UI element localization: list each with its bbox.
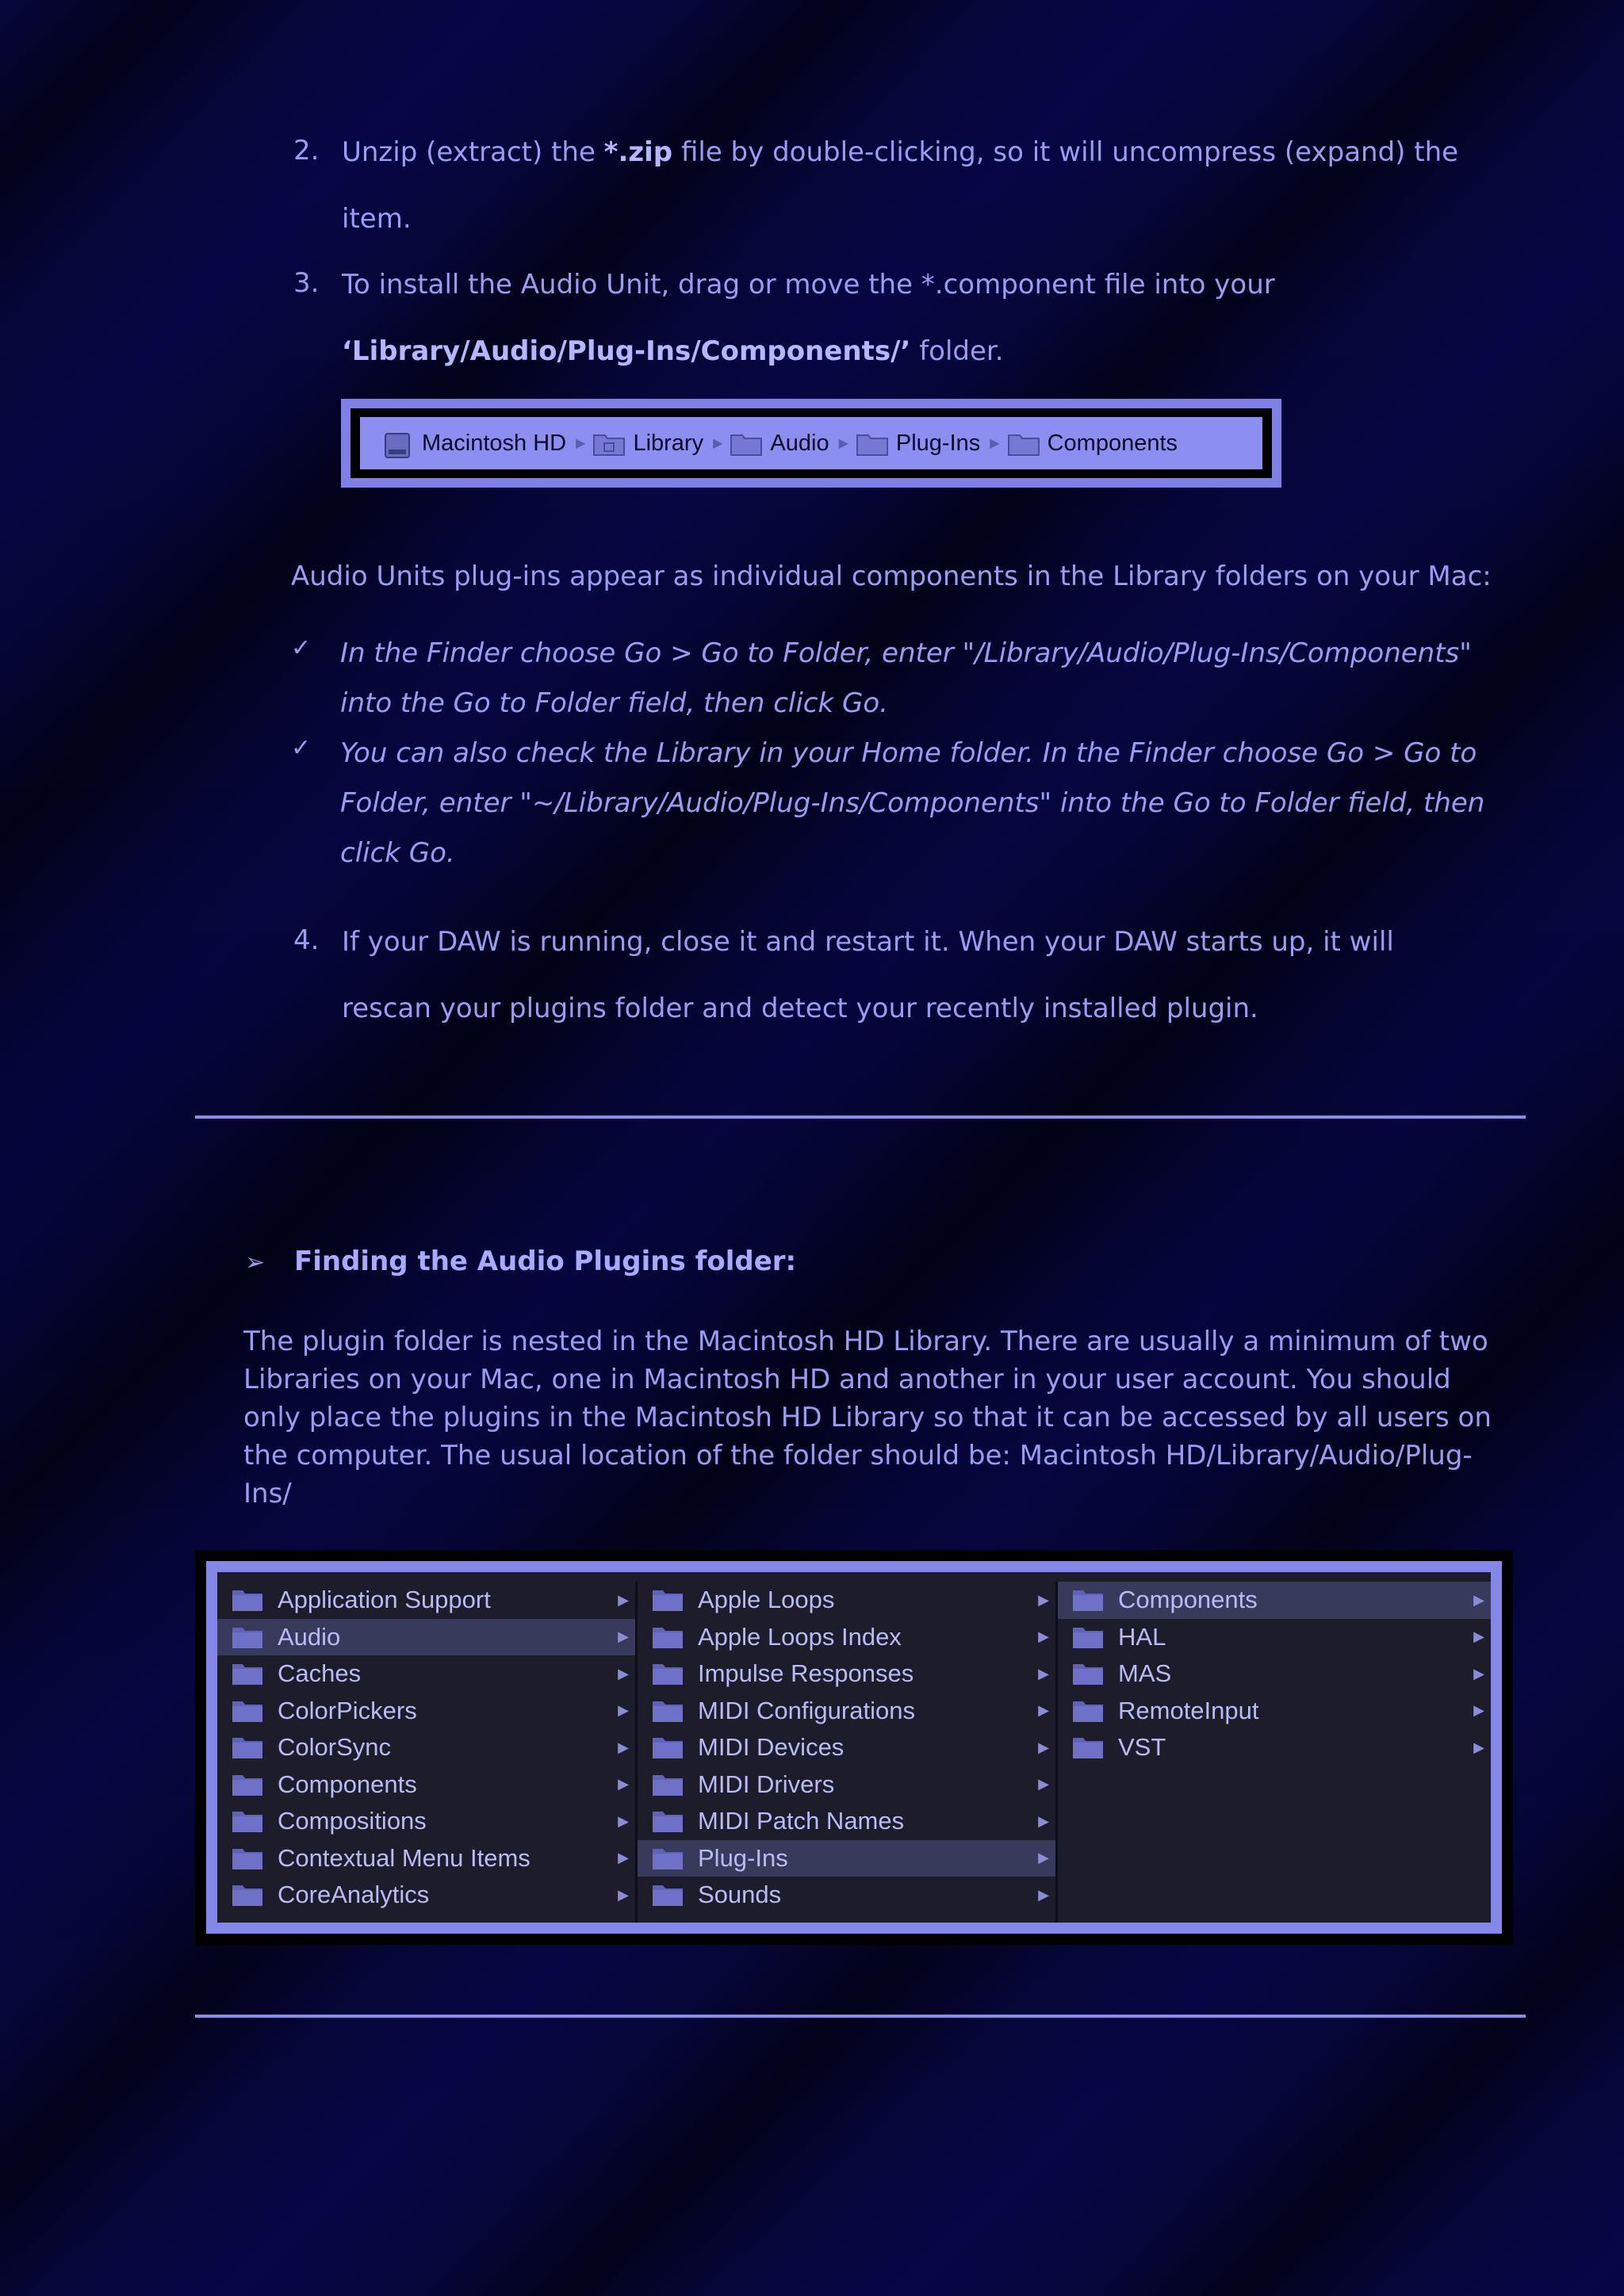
folder-row[interactable]	[1058, 1729, 1491, 1766]
folder-name: ColorSync	[278, 1733, 391, 1762]
folder-row[interactable]	[638, 1619, 1055, 1656]
folder-name: Contextual Menu Items	[278, 1843, 530, 1872]
disclosure-arrow-icon: ▶	[1038, 1702, 1049, 1719]
folder-name: Caches	[278, 1659, 362, 1688]
hard-drive-icon	[382, 432, 414, 454]
folder-row[interactable]	[638, 1840, 1055, 1877]
step-number: 2.	[293, 135, 320, 166]
path-item-library[interactable]	[593, 430, 703, 457]
library-folder-icon	[593, 432, 625, 454]
folder-icon	[652, 1662, 684, 1686]
disclosure-arrow-icon: ▶	[618, 1850, 629, 1866]
disclosure-arrow-icon: ▶	[1038, 1850, 1049, 1866]
folder-name: Compositions	[278, 1807, 427, 1835]
folder-icon	[232, 1625, 263, 1649]
disclosure-arrow-icon: ▶	[618, 1886, 629, 1903]
folder-row[interactable]	[217, 1655, 635, 1693]
folder-icon	[652, 1809, 684, 1833]
folder-name: Components	[1118, 1586, 1258, 1614]
plugin-folder-description	[243, 1322, 1576, 1513]
step-3-text-end: folder.	[910, 335, 1004, 367]
checkmark-icon: ✓	[291, 734, 312, 762]
folder-name: RemoteInput	[1118, 1696, 1259, 1724]
folder-name: Apple Loops Index	[698, 1622, 902, 1651]
step-2-text-line2: item.	[342, 203, 412, 235]
disclosure-arrow-icon: ▶	[618, 1665, 629, 1682]
disclosure-arrow-icon: ▶	[1038, 1886, 1049, 1903]
folder-row[interactable]	[638, 1729, 1055, 1766]
disclosure-arrow-icon: ▶	[1038, 1628, 1049, 1645]
folder-icon	[652, 1699, 684, 1723]
section-divider	[195, 1115, 1526, 1119]
path-item-audio[interactable]	[730, 430, 829, 457]
folder-icon	[232, 1662, 263, 1686]
folder-row[interactable]	[638, 1803, 1055, 1840]
step-number: 3.	[293, 267, 320, 299]
zip-extension: *.zip	[603, 136, 673, 168]
check-item-home-library	[340, 729, 1609, 878]
folder-name: MIDI Configurations	[698, 1696, 915, 1724]
path-separator-icon: ▶	[990, 437, 1000, 450]
folder-row[interactable]	[638, 1582, 1055, 1619]
folder-name: Apple Loops	[698, 1586, 835, 1614]
folder-icon	[232, 1773, 263, 1797]
path-item-label: Library	[633, 430, 704, 456]
check-line: click Go.	[340, 837, 455, 869]
folder-icon	[652, 1588, 684, 1612]
disclosure-arrow-icon: ▶	[618, 1776, 629, 1793]
check-line: In the Finder choose Go > Go to Folder, enter "/Library/Audio/Plug-Ins/Components"	[340, 637, 1472, 669]
disclosure-arrow-icon: ▶	[1473, 1702, 1484, 1719]
disclosure-arrow-icon: ▶	[618, 1702, 629, 1719]
folder-icon	[652, 1846, 684, 1870]
disclosure-arrow-icon: ▶	[618, 1591, 629, 1608]
folder-name: Audio	[278, 1622, 341, 1651]
disclosure-arrow-icon: ▶	[618, 1739, 629, 1755]
folder-row[interactable]	[638, 1693, 1055, 1730]
section-divider	[195, 2015, 1526, 2018]
disclosure-arrow-icon: ▶	[1038, 1591, 1049, 1608]
disclosure-arrow-icon: ▶	[1038, 1665, 1049, 1682]
check-line: into the Go to Folder field, then click Go.	[340, 687, 888, 719]
disclosure-arrow-icon: ▶	[618, 1812, 629, 1829]
step-4-text-line2: rescan your plugins folder and detect your recently installed plugin.	[342, 993, 1258, 1024]
folder-name: Components	[278, 1770, 417, 1798]
folder-name: MIDI Patch Names	[698, 1807, 905, 1835]
check-line: Folder, enter "~/Library/Audio/Plug-Ins/Components" into the Go to Folder field, then	[340, 787, 1485, 819]
disclosure-arrow-icon: ▶	[1473, 1665, 1484, 1682]
folder-name: MAS	[1118, 1659, 1172, 1688]
disclosure-arrow-icon: ▶	[1473, 1628, 1484, 1645]
folder-icon	[652, 1735, 684, 1759]
step-2-text-start: Unzip (extract) the	[342, 136, 604, 168]
path-separator-icon: ▶	[576, 437, 586, 450]
path-bar-screenshot	[341, 399, 1281, 488]
path-bar	[360, 417, 1262, 469]
folder-row[interactable]	[217, 1766, 635, 1804]
folder-row[interactable]	[638, 1877, 1055, 1914]
folder-row[interactable]	[638, 1766, 1055, 1804]
finder-column-audio	[638, 1582, 1058, 1923]
folder-name: VST	[1118, 1733, 1166, 1762]
folder-row[interactable]	[217, 1693, 635, 1730]
finder-columns	[217, 1572, 1491, 1923]
body-line: Ins/	[243, 1478, 292, 1510]
check-line: You can also check the Library in your Home folder. In the Finder choose Go > Go to	[340, 737, 1477, 769]
folder-icon	[232, 1809, 263, 1833]
folder-row[interactable]	[217, 1582, 635, 1619]
folder-row[interactable]	[217, 1619, 635, 1656]
finder-column-plug-ins	[1058, 1582, 1491, 1923]
path-separator-icon: ▶	[838, 437, 848, 450]
folder-icon	[1072, 1625, 1104, 1649]
path-item-label: Macintosh HD	[422, 430, 567, 456]
checkmark-icon: ✓	[291, 634, 312, 662]
disclosure-arrow-icon: ▶	[1473, 1591, 1484, 1608]
folder-name: ColorPickers	[278, 1696, 417, 1724]
folder-icon	[232, 1846, 263, 1870]
path-separator-icon: ▶	[713, 437, 723, 450]
folder-icon	[1072, 1662, 1104, 1686]
folder-icon	[1072, 1588, 1104, 1612]
folder-icon	[232, 1735, 263, 1759]
folder-row[interactable]	[1058, 1693, 1491, 1730]
folder-row[interactable]	[1058, 1619, 1491, 1656]
folder-row[interactable]	[217, 1877, 635, 1914]
disclosure-arrow-icon: ▶	[1038, 1812, 1049, 1829]
components-path: ‘Library/Audio/Plug-Ins/Components/’	[342, 335, 911, 367]
folder-name: Plug-Ins	[698, 1843, 788, 1872]
folder-icon	[1072, 1735, 1104, 1759]
folder-name: Impulse Responses	[698, 1659, 914, 1688]
step-3-text	[342, 251, 1531, 385]
folder-icon	[856, 432, 888, 454]
folder-name: HAL	[1118, 1622, 1166, 1651]
folder-icon	[232, 1588, 263, 1612]
folder-icon	[232, 1883, 263, 1907]
step-2-text	[342, 119, 1531, 252]
section-heading: Finding the Audio Plugins folder:	[294, 1246, 797, 1277]
path-item-plug-ins[interactable]	[856, 430, 980, 457]
path-item-components[interactable]	[1008, 430, 1178, 457]
folder-row[interactable]	[217, 1840, 635, 1877]
folder-icon	[1008, 432, 1040, 454]
step-4-text-line1: If your DAW is running, close it and restart it. When your DAW starts up, it will	[342, 926, 1394, 958]
folder-row[interactable]	[638, 1655, 1055, 1693]
folder-icon	[652, 1883, 684, 1907]
path-item-label: Components	[1047, 430, 1178, 456]
step-number: 4.	[293, 924, 320, 956]
path-item-macintosh-hd[interactable]	[382, 430, 566, 457]
disclosure-arrow-icon: ▶	[1038, 1776, 1049, 1793]
disclosure-arrow-icon: ▶	[1038, 1739, 1049, 1755]
check-item-go-to-folder	[340, 629, 1609, 729]
body-line: Libraries on your Mac, one in Macintosh HD and another in your user account. You should	[243, 1364, 1451, 1395]
folder-icon	[232, 1699, 263, 1723]
body-line: the computer. The usual location of the folder should be: Macintosh HD/Library/Audio/Plug-	[243, 1440, 1473, 1471]
disclosure-arrow-icon: ▶	[618, 1628, 629, 1645]
folder-row[interactable]	[1058, 1582, 1491, 1619]
audio-units-intro: Audio Units plug-ins appear as individual components in the Library folders on your Mac:	[291, 561, 1492, 592]
body-line: The plugin folder is nested in the Macintosh HD Library. There are usually a minimum of two	[243, 1326, 1488, 1357]
folder-icon	[1072, 1699, 1104, 1723]
folder-row[interactable]	[217, 1729, 635, 1766]
body-line: only place the plugins in the Macintosh HD Library so that it can be accessed by all users on	[243, 1402, 1492, 1433]
step-4-text	[342, 909, 1531, 1042]
folder-row[interactable]	[217, 1803, 635, 1840]
folder-row[interactable]	[1058, 1655, 1491, 1693]
finder-column-browser-screenshot	[195, 1550, 1513, 1945]
finder-column-library	[217, 1582, 638, 1923]
folder-name: MIDI Devices	[698, 1733, 845, 1762]
folder-name: Application Support	[278, 1586, 491, 1614]
folder-name: MIDI Drivers	[698, 1770, 835, 1798]
folder-name: Sounds	[698, 1881, 782, 1909]
step-2-text-end: file by double-clicking, so it will uncompress (expand) the	[672, 136, 1459, 168]
folder-icon	[652, 1625, 684, 1649]
arrow-bullet-icon: ➢	[245, 1249, 266, 1276]
path-item-label: Plug-Ins	[895, 430, 981, 456]
path-item-label: Audio	[770, 430, 829, 456]
folder-icon	[652, 1773, 684, 1797]
folder-name: CoreAnalytics	[278, 1881, 430, 1909]
folder-icon	[730, 432, 762, 454]
disclosure-arrow-icon: ▶	[1473, 1739, 1484, 1755]
step-3-text-line1: To install the Audio Unit, drag or move the *.component file into your	[342, 269, 1275, 300]
